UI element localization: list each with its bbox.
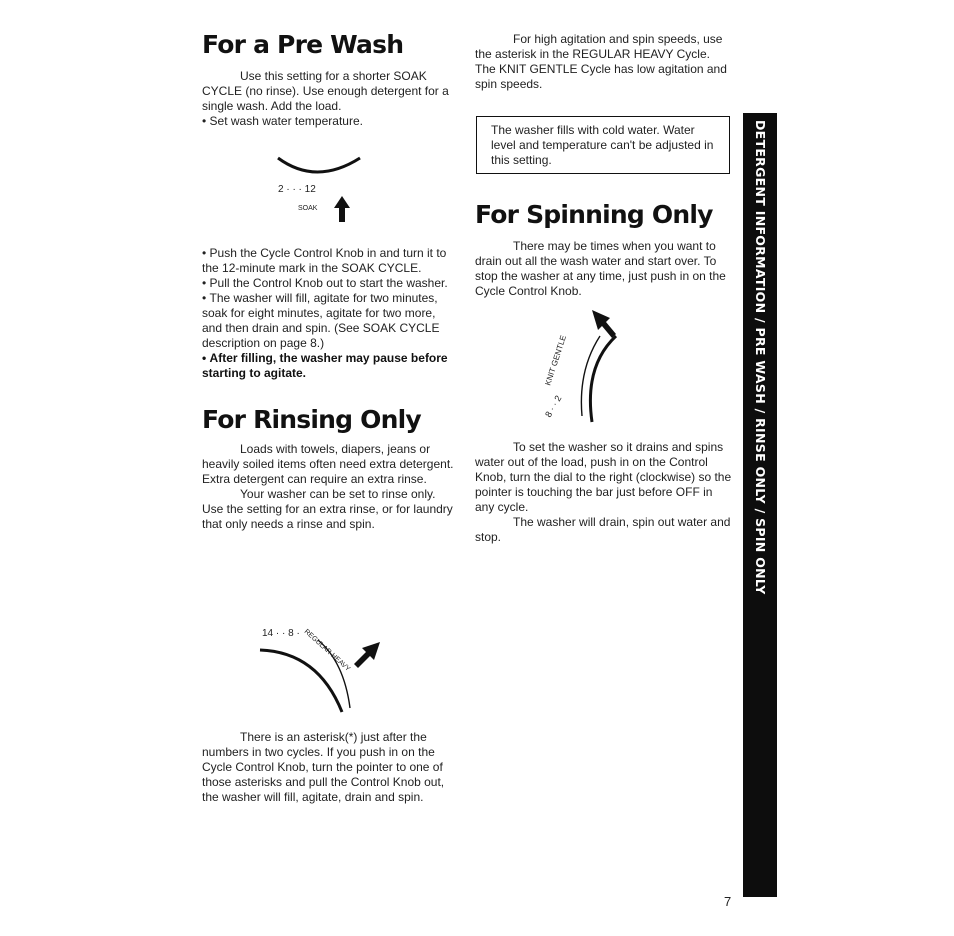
page-number: 7 <box>724 894 732 909</box>
pre-wash-bullet-turn-knob: • Push the Cycle Control Knob in and turn it to the 12-minute mark in the SOAK CYCLE. <box>202 246 458 276</box>
spin-dial-cycle-label: KNIT GENTLE <box>543 334 569 387</box>
spin-dial-numbers: 8 · · 2 <box>543 393 564 419</box>
pre-wash-heading: For a Pre Wash <box>202 30 404 59</box>
pointer-arrow-icon <box>334 196 350 222</box>
spin-only-para-3: The washer will drain, spin out water and stop. <box>475 515 731 544</box>
rinse-only-para-1: Loads with towels, diapers, jeans or heavily soiled items often need extra detergent. Extra detergent can require an extra rinse. <box>202 442 454 486</box>
spin-only-para-1: There may be times when you want to drain out all the wash water and start over. To stop the washer at any time, just push in on the Cycle Control Knob. <box>475 239 726 298</box>
rinse-only-para-2: Your washer can be set to rinse only. Use the setting for an extra rinse, or for laundry that only needs a rinse and spin. <box>202 487 453 531</box>
left-column-bottom <box>202 730 458 805</box>
pre-wash-bullet-cycle: • The washer will fill, agitate for two minutes, soak for eight minutes, agitate for two more, and then drain and spin. (See SOAK CYCLE description on page 8.) <box>202 291 458 351</box>
rinse-only-heading: For Rinsing Only <box>202 405 421 434</box>
cold-water-note-box <box>476 116 730 174</box>
pre-wash-pause-note: • After filling, the washer may pause before starting to agitate. <box>202 351 458 381</box>
right-column <box>475 32 733 92</box>
rinse-only-para-3: There is an asterisk(*) just after the numbers in two cycles. If you push in on the Cycle Control Knob, turn the pointer to one of those asterisks and pull the Control Knob out, the washer will fill, agitate, drain and spin. <box>202 730 445 804</box>
spin-only-heading: For Spinning Only <box>475 200 713 229</box>
pre-wash-intro: Use this setting for a shorter SOAK CYCLE (no rinse). Use enough detergent for a single wash. Add the load. <box>202 69 449 113</box>
soak-dial-label: SOAK <box>298 205 318 212</box>
rinse-dial-numbers: 14 · · 8 · <box>262 628 300 639</box>
soak-dial-numbers: 2 · · · 12 <box>278 184 316 195</box>
cold-water-note-text: The washer fills with cold water. Water level and temperature can't be adjusted in this setting. <box>491 123 714 167</box>
spin-only-section <box>475 200 733 299</box>
section-sidebar-label: DETERGENT INFORMATION / PRE WASH / RINSE ONLY / SPIN ONLY <box>753 120 768 595</box>
left-column-lower <box>202 246 458 532</box>
rinse-dial-cycle-label: REGULAR HEAVY <box>302 628 352 673</box>
pointer-arrow-icon <box>354 642 380 668</box>
pre-wash-bullet-pull-knob: • Pull the Control Knob out to start the washer. <box>202 276 458 291</box>
spin-dial-diagram <box>536 306 646 431</box>
pre-wash-bullet-temperature: • Set wash water temperature. <box>202 114 458 129</box>
left-column <box>202 30 458 129</box>
spin-only-para-2: To set the washer so it drains and spins water out of the load, push in on the Control Knob, turn the dial to the right (clockwise) so the pointer is touching the bar just before OFF in any cycle. <box>475 440 732 514</box>
soak-dial-diagram <box>258 152 398 232</box>
spin-only-lower <box>475 440 733 545</box>
rinse-dial-diagram <box>258 612 398 722</box>
agitation-para: For high agitation and spin speeds, use the asterisk in the REGULAR HEAVY Cycle. The KNIT GENTLE Cycle has low agitation and spin speeds. <box>475 32 727 91</box>
pointer-arrow-icon <box>592 310 616 338</box>
